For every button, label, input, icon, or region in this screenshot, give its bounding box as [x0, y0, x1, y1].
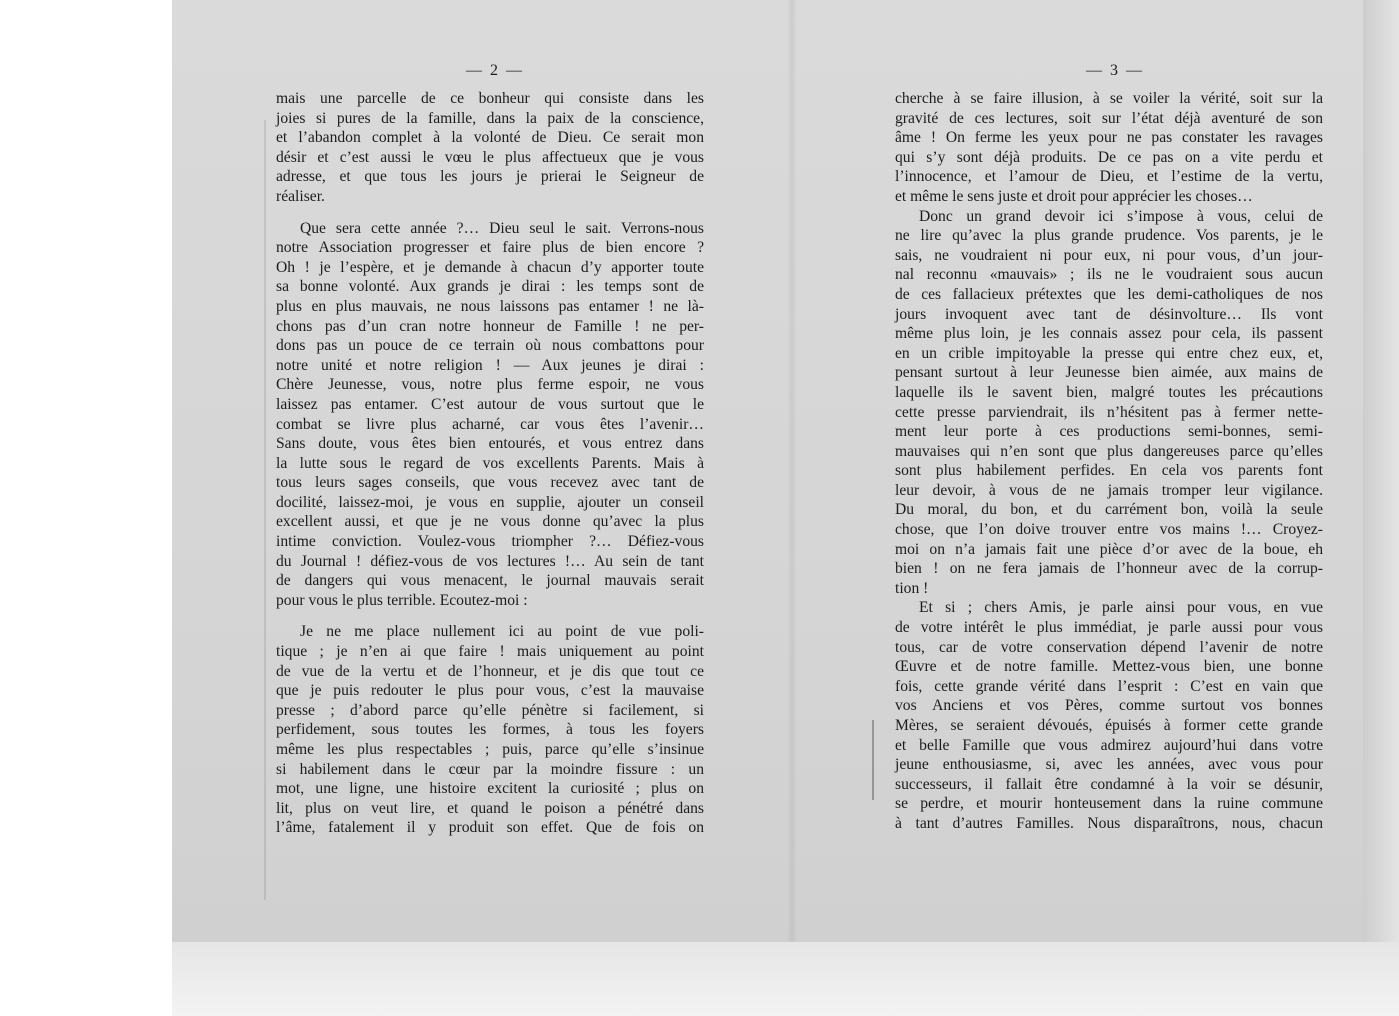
text-line: notre Association progresser et faire plus de bien encore ?: [276, 239, 704, 257]
text-line: Sans doute, vous êtes bien entourés, et vous entrez dans: [276, 435, 704, 453]
text-line: docilité, laissez-moi, je vous en supplie, ajouter un conseil: [276, 493, 704, 511]
text-line: vos Anciens et vos Pères, comme surtout vos bonnes: [895, 697, 1323, 715]
text-line: excellent aussi, et que je ne vous donne qu’avec la plus: [276, 513, 704, 531]
text-line: l’innocence, et l’amour de Dieu, et l’estime de la vertu,: [895, 168, 1323, 186]
page-edge-shadow: [1363, 0, 1399, 942]
text-line: et même le sens juste et droit pour apprécier les choses…: [895, 187, 1253, 205]
text-line: Je ne me place nullement ici au point de vue poli-: [300, 623, 704, 641]
text-line: laquelle ils le savent bien, malgré toutes les précautions: [895, 383, 1323, 401]
text-line: bien ! on ne fera jamais de l’honneur avec de la corrup-: [895, 560, 1323, 578]
text-line: pour vous le plus terrible. Ecoutez-moi :: [276, 591, 528, 609]
text-line: ne lire qu’avec la plus grande prudence. Vos parents, je le: [895, 227, 1323, 245]
text-line: successeurs, il fallait être condamné à la voir se désunir,: [895, 775, 1323, 793]
text-line: Que sera cette année ?… Dieu seul le sait. Verrons-nous: [300, 219, 704, 237]
left-page-text: [276, 89, 704, 838]
text-line: mais une parcelle de ce bonheur qui consiste dans les: [276, 90, 704, 107]
text-line: gravité de ces lectures, soit sur l’état déjà aventuré de son: [895, 109, 1323, 127]
text-line: mauvaises qui n’en sont que plus dangereuses parce qu’elles: [895, 442, 1323, 460]
text-line: Donc un grand devoir ici s’impose à vous, celui de: [919, 207, 1323, 225]
paragraph-gap: [276, 207, 704, 219]
text-line: laissez pas entamer. C’est autour de vous surtout que le: [276, 395, 704, 413]
text-line: joies si pures de la famille, dans la paix de la conscience,: [276, 109, 704, 127]
text-line: adresse, et que tous les jours je prierai le Seigneur de: [276, 168, 704, 186]
scan-bottom-band: [172, 942, 1399, 1016]
pencil-margin-mark: [264, 120, 266, 900]
text-line: cherche à se faire illusion, à se voiler la vérité, soit sur la: [895, 90, 1323, 107]
text-line: que je puis redouter le plus pour vous, c’est la mauvaise: [276, 682, 704, 700]
right-page-text: [895, 89, 1323, 834]
text-line: jours invoquent avec tant de désinvolture… Ils vont: [895, 305, 1323, 323]
text-line: se perdre, et mourir honteusement dans la ruine commune: [895, 795, 1323, 813]
text-line: pensant surtout à leur Jeunesse bien aimée, aux mains de: [895, 364, 1323, 382]
text-line: en un crible impitoyable la presse qui entre chez eux, et,: [895, 344, 1323, 362]
text-line: de vue de la vertu et de l’honneur, et je dis que tout ce: [276, 662, 704, 680]
text-line: réaliser.: [276, 187, 325, 205]
text-line: tous, car de votre conservation dépend l’avenir de notre: [895, 638, 1323, 656]
text-line: moi on n’a jamais fait une pièce d’or avec de la boue, eh: [895, 540, 1323, 558]
text-line: Du moral, du bon, et du carrément bon, voilà la seule: [895, 501, 1323, 519]
text-line: nal reconnu «mauvais» ; ils ne le voudraient sous aucun: [895, 266, 1323, 284]
text-line: l’âme, fatalement il y produit son effet. Que de fois on: [276, 819, 704, 837]
text-line: jeune enthousiasme, si, avec les années, avec vous pour: [895, 756, 1323, 774]
text-line: ment leur porte à ces productions semi-bonnes, semi-: [895, 423, 1323, 441]
paragraph-gap: [276, 610, 704, 622]
text-line: plus en plus mauvais, ne nous laissons pas entamer ! ne là-: [276, 297, 704, 315]
text-line: si habilement dans le cœur par la moindre fissure : un: [276, 760, 704, 778]
text-line: Oh ! je l’espère, et je demande à chacun d’y apporter toute: [276, 258, 704, 276]
text-line: même les plus respectables ; puis, parce qu’elle s’insinue: [276, 741, 704, 758]
text-line: tique ; je n’en ai que faire ! mais uniquement au point: [276, 643, 704, 661]
text-line: cette presse parviendrait, ils n’hésitent pas à fermer nette-: [895, 403, 1323, 421]
text-line: de dangers qui vous menacent, le journal mauvais serait: [276, 572, 704, 590]
text-line: Chère Jeunesse, vous, notre plus ferme espoir, ne vous: [276, 376, 704, 394]
text-line: et belle Famille que vous admirez aujourd’hui dans votre: [895, 736, 1323, 754]
text-line: désir et c’est aussi le vœu le plus affectueux que je vous: [276, 148, 704, 166]
text-line: chose, que l’on doive trouver entre vos mains !… Croyez-: [895, 521, 1323, 539]
page-fold: [787, 0, 797, 1016]
text-line: tion !: [895, 579, 929, 597]
text-line: de votre intérêt le plus immédiat, je parle aussi pour vous: [895, 619, 1323, 637]
text-line: sais, ne voudraient ni pour eux, ni pour vous, d’un jour-: [895, 246, 1323, 264]
text-line: de ces fallacieux prétextes que les demi-catholiques de nos: [895, 285, 1323, 303]
text-line: Et si ; chers Amis, je parle ainsi pour vous, en vue: [919, 599, 1323, 617]
text-line: sont plus habilement perfides. En cela vos parents font: [895, 462, 1323, 480]
page-number-left: — 2 —: [466, 62, 524, 79]
text-line: sa bonne volonté. Aux grands je dirai : les temps sont de: [276, 278, 704, 296]
text-line: dons pas un pouce de ce terrain où nous combattons pour: [276, 337, 704, 355]
text-line: leur devoir, à vous de ne jamais tromper leur vigilance.: [895, 481, 1323, 499]
text-line: combat se livre plus acharné, car vous êtes l’avenir…: [276, 415, 704, 433]
text-line: tous leurs sages conseils, que vous recevez avec tant de: [276, 474, 704, 492]
pencil-margin-mark: [872, 720, 874, 800]
text-line: perfidement, sous toutes les formes, à tous les foyers: [276, 721, 704, 739]
text-line: lit, plus on veut lire, et quand le poison a pénétré dans: [276, 799, 704, 817]
page-number-right: — 3 —: [1086, 62, 1144, 79]
text-line: Mères, se seraient dévoués, épuisés à former cette grande: [895, 717, 1323, 734]
text-line: Œuvre et de notre famille. Mettez-vous bien, une bonne: [895, 658, 1323, 676]
text-line: chons pas d’un cran notre honneur de Famille ! ne per-: [276, 317, 704, 335]
text-line: la lutte sous le regard de vos excellents Parents. Mais à: [276, 454, 704, 472]
text-line: presse ; d’abord parce qu’elle pénètre si facilement, si: [276, 701, 704, 719]
text-line: même plus loin, je les connais assez pour cela, ils passent: [895, 325, 1323, 343]
text-line: du Journal ! défiez-vous de vos lectures !… Au sein de tant: [276, 552, 704, 570]
text-line: fois, cette grande vérité dans l’esprit : C’est en vain que: [895, 677, 1323, 695]
text-line: et l’abandon complet à la volonté de Dieu. Ce serait mon: [276, 129, 704, 147]
text-line: mot, une ligne, une histoire excitent la curiosité ; plus on: [276, 780, 704, 798]
text-line: intime conviction. Voulez-vous triompher ?… Défiez-vous: [276, 533, 704, 551]
text-line: à tant d’autres Familles. Nous disparaîtrons, nous, chacun: [895, 814, 1323, 832]
text-line: notre unité et notre religion ! — Aux jeunes je dirai :: [276, 356, 704, 374]
text-line: qui s’y sont déjà produits. De ce pas on a vite perdu et: [895, 148, 1323, 166]
text-line: âme ! On ferme les yeux pour ne pas constater les ravages: [895, 129, 1323, 147]
